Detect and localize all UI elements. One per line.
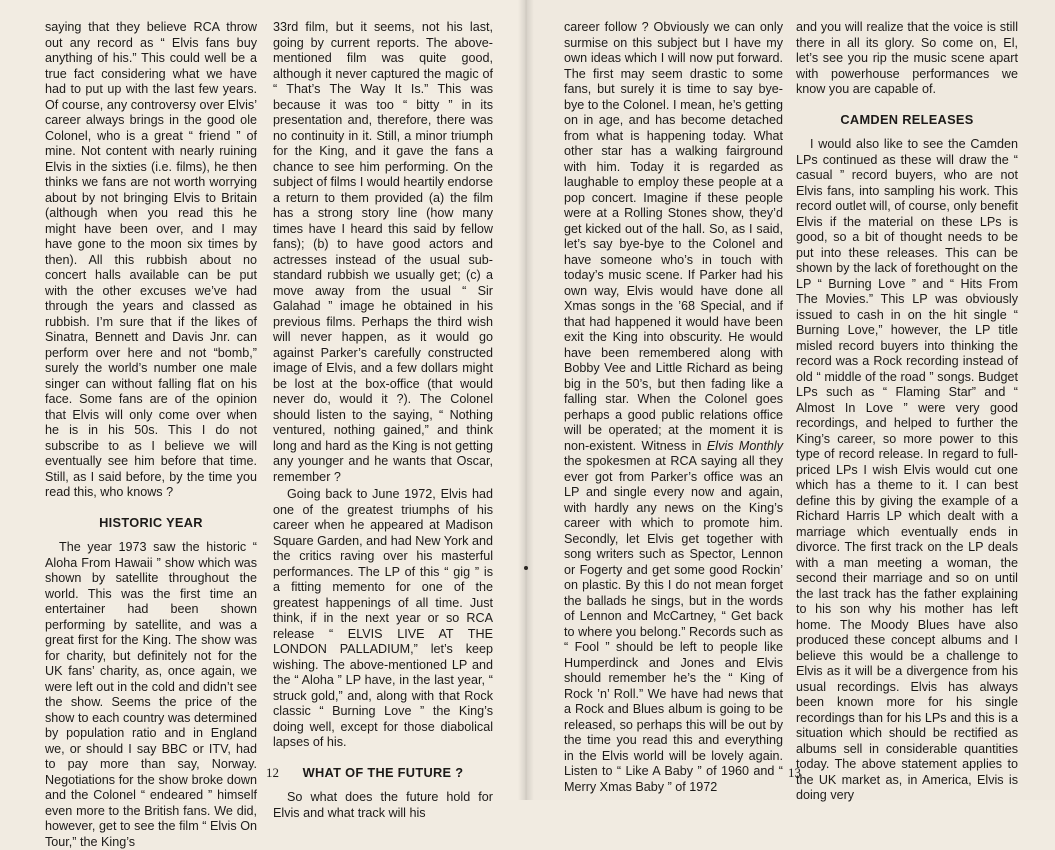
paragraph: The year 1973 saw the historic “ Aloha From Hawaii ” show which was shown by satellite throughout the world. This was the first time an entertainer had been shown performing by satellite, and was a great first for the King. The show was for charity, but definitely not for the UK fans’ charity, as, once again, we were left out in the cold and didn’t see the show. Seems the price of the show to each country was determined by population ratio and in England we, or should I say BBC or ITV, had to pay more than say, Norway. Negotiations for the show broke down and the Colonel “ endeared ” himself even more to the British fans. We did, however, get to see the film “ Elvis On Tour,” the King’s <box>45 540 257 849</box>
paragraph: So what does the future hold for Elvis and what track will his <box>273 790 493 820</box>
paragraph: Going back to June 1972, Elvis had one of the greatest triumphs of his career when he appeared at Madison Square Garden, and had New York and the critics raving over his masterful performances. The LP of this “ gig ” is a fitting memento for one of the greatest happenings of all time. Just think, if in the next year or so RCA release “ ELVIS LIVE AT THE LONDON PALLADIUM,” let’s keep wishing. The above-mentioned LP and the “ Aloha ” LP have, in the last year, “ struck gold,” and, along with that Rock classic “ Burning Love ” the King’s doing well, except for those diabolical lapses of his. <box>273 487 493 749</box>
page-gutter <box>518 0 534 800</box>
page-number-right: 13 <box>788 765 801 780</box>
text-run: the spokesmen at RCA saying all they ever got from Parker’s office was an LP and single every now and again, with hardly any news on the King’s career with which to promote him. Secondly, let Elvis get together with song writers such as Spector, Lennon or Fogerty and get some good Rockin’ on plastic. By this I do not mean forget the ballads he sings, but in the words of Lennon and McCartney, “ Get back to where you belong.” Records such as “ Fool ” should be left to people like Humperdinck and Jones and Elvis should remember he’s the “ King of Rock ’n’ Roll.” We have had news that a Rock and Blues album is going to be released, so perhaps this will be out by the time you read this and everything in the Elvis world will be lovely again. Listen to “ Like A Baby ” of 1960 and “ Merry Xmas Baby ” of 1972 <box>564 454 783 794</box>
left-column-1 <box>45 20 257 849</box>
gutter-staple-mark <box>524 566 528 570</box>
right-column-1 <box>564 20 783 794</box>
paragraph: I would also like to see the Camden LPs continued as these will draw the “ casual ” record buyers, who are not Elvis fans, into sampling his work. This record outlet will, of course, only benefit Elvis if the material on these LPs is good, so a bit of thought needs to be put into these releases. This can be shown by the lack of forethought on the LP “ Burning Love ” and “ Hits From The Movies.” This LP was obviously issued to cash in on the hit single “ Burning Love,” however, the LP title misled record buyers into thinking the record was a Rock recording instead of old “ middle of the road ” songs. Budget LPs such as “ Flaming Star” and “ Almost In Love ” were very good recordings, and helped to further the King’s career, so more power to this type of record release. In regard to full-priced LPs I wish Elvis would cut one which has a theme to it. I can best define this by giving the example of a Richard Harris LP which dealt with a marriage which eventually ends in divorce. The first track on the LP deals with a man meeting a woman, the second their marriage and so on until the last track has the father explaining to his son why his mother has left home. The Moody Blues have also produced these concept albums and I believe this would be a challenge to Elvis as it will be a divergence from his usual recordings. Elvis has always been known more for his single recordings than for his LPs and this is a situation which should be rectified as albums sell in considerable quantities today. The above statement applies to the UK market as, in America, Elvis is doing very <box>796 137 1018 802</box>
page-number-left: 12 <box>266 765 279 780</box>
paragraph: and you will realize that the voice is still there in all its glory. So come on, El, let’s see you rip the music scene apart with powerhouse performances we know you are capable of. <box>796 20 1018 96</box>
section-heading-historic-year: HISTORIC YEAR <box>99 514 203 530</box>
right-column-2 <box>796 20 1018 802</box>
paragraph: saying that they believe RCA throw out any record as “ Elvis fans buy anything of his.” This could well be a true fact considering what we have had to put up with the last few years. Of course, any controversy over Elvis’ career always brings in the good ole Colonel, who is a great “ friend ” of mine. Not content with nearly ruining Elvis in the sixties (i.e. films), he then thinks we fans are not worth worrying about by not bringing Elvis to Britain (although when you read this he might have been over, and I may have gone to the moon six times by then). All this rubbish about no concert halls available can be put with the other excuses we’ve had through the years and classed as rubbish. I’m sure that if the likes of Sinatra, Bennett and Davis Jnr. can perform over here and not “bomb,” surely the world’s number one male singer can without falling flat on his face. Some fans are of the opinion that Elvis will only come over when he is in his 50s. This I do not subscribe to as I believe we will eventually see him before that time. Still, as I said before, by the time you read this, who knows ? <box>45 20 257 499</box>
section-heading-camden-releases: CAMDEN RELEASES <box>840 111 974 127</box>
text-run: career follow ? Obviously we can only surmise on this subject but I have my own ideas which I will now put forward. The first may seem drastic to some fans, but surely it is time to say bye-bye to the Colonel. I mean, he’s getting on in age, and has become detached from what is happening today. What other star has a walking fairground with him. Today it is regarded as laughable to employ these people at a pop concert. Imagine if these people were at a Rolling Stones show, they’d get kicked out of the hall. So, as I said, let’s say bye-bye to the Colonel and have someone who’s in touch with today’s music scene. If Parker had his own way, Elvis would have done all Xmas songs in the ’68 Special, and if that had happened it would have been exit the King into obscurity. He would have been remembered along with Bobby Vee and Little Richard as being big in the 50’s, but then fading like a falling star. When the Colonel goes perhaps a good public relations office will be operated; at the moment it is non-existent. Witness in <box>564 20 783 453</box>
section-heading-what-of-the-future: WHAT OF THE FUTURE ? <box>302 764 464 780</box>
left-page <box>0 0 526 849</box>
left-column-2 <box>273 20 493 820</box>
paragraph: 33rd film, but it seems, not his last, going by current reports. The above-mentioned film was quite good, although it never captured the magic of “ That’s The Way It Is.” This was because it was too “ bitty ” in its presentation and, therefore, there was no continuity in it. Still, a minor triumph for the King, and it gave the fans a chance to see him performing. On the subject of films I would heartily endorse a return to them provided (a) the film has a strong story line (how many times have I heard this said by fellow fans); (b) to have good actors and actresses instead of the usual sub-standard rubbish we usually get; (c) a move away from the usual “ Sir Galahad ” image he obtained in his previous films. Perhaps the third wish will never happen, as it would go against Parker’s carefully constructed image of Elvis, and a few dollars might be lost at the box-office (that would never do, would it ?). The Colonel should listen to the saying, “ Nothing ventured, nothing gained,” and think long and hard as the King is not getting any younger and he wants that Oscar, remember ? <box>273 20 493 484</box>
magazine-title: Elvis Monthly <box>706 438 783 453</box>
paragraph <box>564 20 783 795</box>
